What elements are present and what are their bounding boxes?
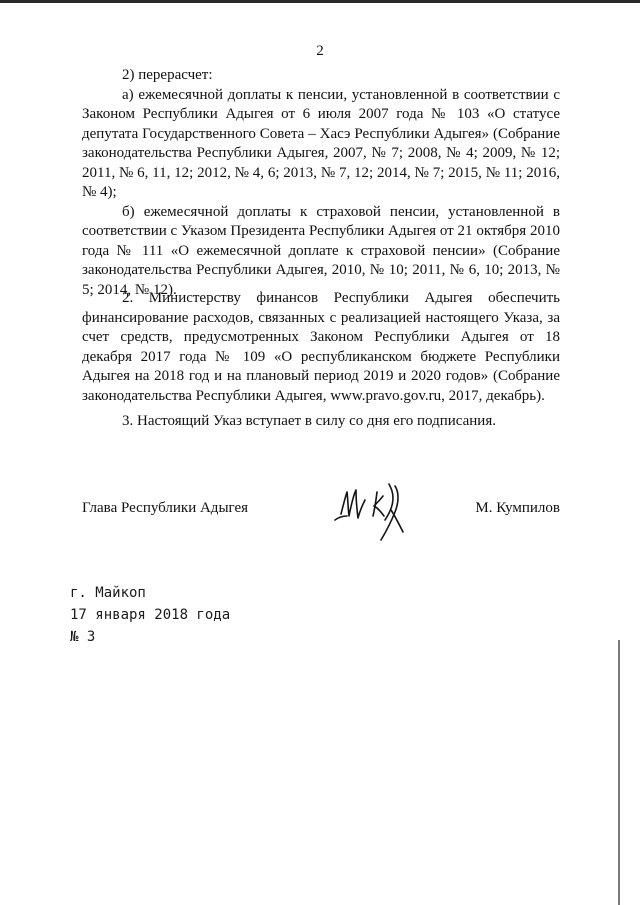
recalculation-item-a: а) ежемесячной доплаты к пенсии, установленной в соответствии с Законом Республики Адыгея от 6 июля 2007 года № 103 «О статусе депутата Государственного Совета – Хасэ Республики Адыгея» (Собрание законодательства Республики Адыгея, 2007, № 7; 2008, № 4; 2009, № 12; 2011, № 6, 11, 12; 2012, № 4, 6; 2013, № 7, 12; 2014, № 7; 2015, № 11; 2016, № 4); (82, 86, 560, 200)
top-border-line (0, 0, 640, 3)
recalculation-section (82, 66, 560, 300)
issue-stamp (70, 582, 230, 648)
finance-clause: 2. Министерству финансов Республики Адыгея обеспечить финансирование расходов, связанных с реализацией настоящего Указа, за счет средств, предусмотренных Законом Республики Адыгея от 18 декабря 2017 года № 109 «О республиканском бюджете Республики Адыгея на 2018 год и на плановый период 2019 и 2020 годов» (Собрание законодательства Республики Адыгея, www.pravo.gov.ru, 2017, декабрь). (82, 290, 560, 404)
stamp-date: 17 января 2018 года (70, 607, 231, 623)
recalculation-item-b: б) ежемесячной доплаты к страховой пенсии, установленной в соответствии с Указом Президента Республики Адыгея от 21 октября 2010 года № 111 «О ежемесячной доплате к страховой пенсии» (Собрание законодательства Республики Адыгея, 2010, № 10; 2011, № 6, 10; 2013, № 5; 2014, № 12). (82, 203, 560, 298)
effect-clause: 3. Настоящий Указ вступает в силу со дня его подписания. (122, 413, 496, 429)
handwritten-signature (333, 470, 433, 550)
signatory-name: М. Кумпилов (475, 500, 560, 516)
stamp-number: № 3 (70, 629, 96, 645)
effect-section (82, 412, 560, 432)
signature-row (82, 500, 560, 522)
scan-edge-shadow (618, 640, 620, 905)
stamp-city: г. Майкоп (70, 585, 146, 601)
recalculation-heading: 2) перерасчет: (122, 67, 213, 83)
signatory-position: Глава Республики Адыгея (82, 500, 249, 516)
finance-section (82, 289, 560, 406)
page-number: 2 (316, 43, 324, 59)
